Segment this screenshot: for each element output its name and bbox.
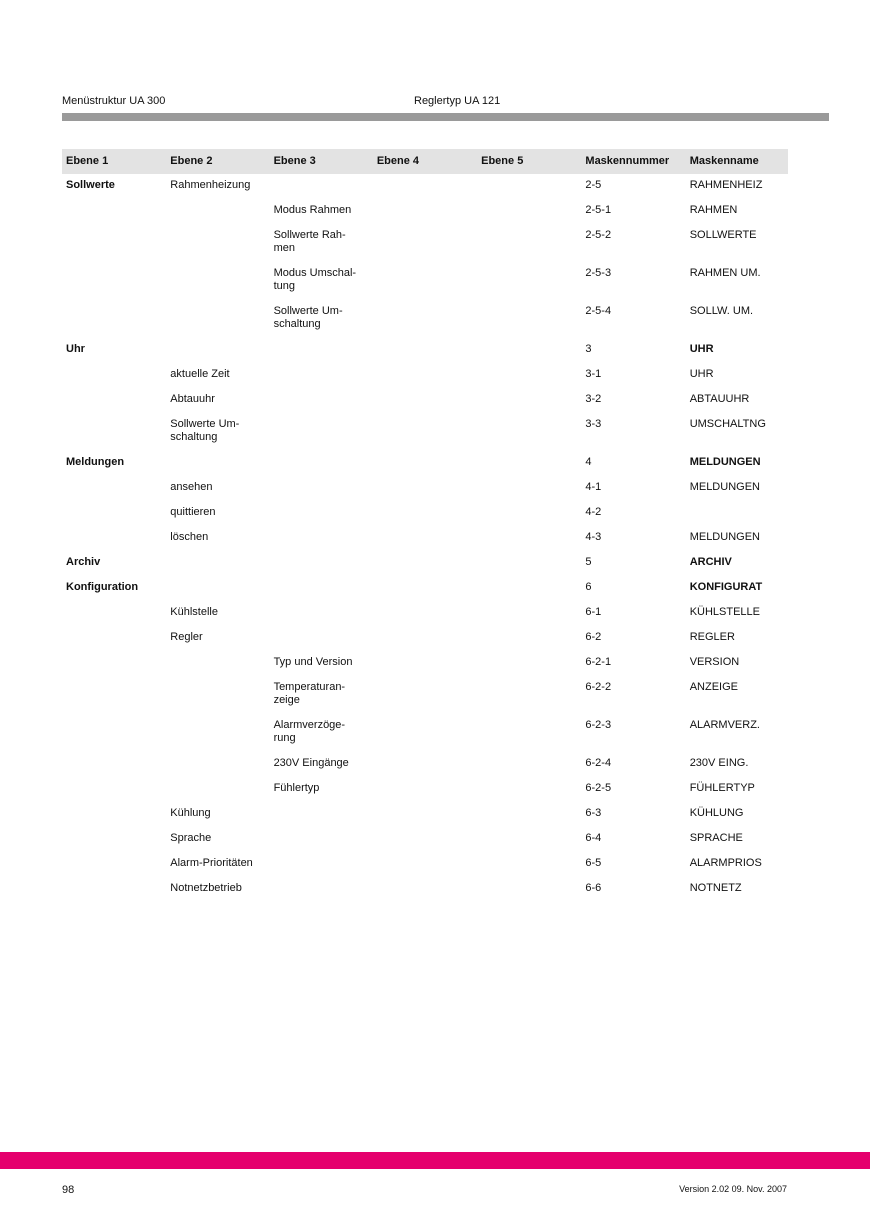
cell-maskenname: RAHMEN UM. (689, 267, 761, 279)
cell-ebene-2 (166, 451, 269, 476)
cell-ebene-2 (166, 714, 269, 752)
cell-maskennummer: 6-2 (585, 631, 602, 643)
cell-ebene-1 (62, 413, 166, 451)
cell-ebene-1: Uhr (66, 343, 85, 355)
table-row (62, 852, 788, 877)
cell-maskennummer: 4-1 (585, 481, 602, 493)
cell-ebene-1 (62, 363, 166, 388)
table-row (62, 199, 788, 224)
cell-ebene-3 (270, 388, 373, 413)
cell-maskenname: MELDUNGEN (689, 456, 761, 468)
cell-ebene-5 (477, 626, 581, 651)
cell-ebene-3 (270, 877, 373, 902)
cell-ebene-5 (477, 852, 581, 877)
cell-ebene-5 (477, 476, 581, 501)
table-row (62, 262, 788, 300)
cell-ebene-2: Kühlstelle (170, 606, 218, 618)
cell-maskennummer: 6-2-2 (585, 681, 612, 693)
table-row (62, 802, 788, 827)
cell-ebene-2: Sollwerte Um- schaltung (170, 418, 240, 443)
cell-ebene-5 (477, 388, 581, 413)
cell-ebene-5 (477, 714, 581, 752)
cell-ebene-1 (62, 601, 166, 626)
cell-ebene-2 (166, 224, 269, 262)
cell-maskenname: KÜHLUNG (689, 807, 744, 819)
cell-ebene-4 (373, 752, 477, 777)
cell-ebene-4 (373, 551, 477, 576)
table-row (62, 388, 788, 413)
cell-ebene-5 (477, 338, 581, 363)
cell-ebene-4 (373, 802, 477, 827)
cell-ebene-4 (373, 413, 477, 451)
cell-ebene-5 (477, 601, 581, 626)
cell-ebene-4 (373, 877, 477, 902)
cell-maskenname: MELDUNGEN (689, 481, 760, 493)
cell-ebene-4 (373, 601, 477, 626)
table-header-row (62, 149, 788, 174)
cell-maskennummer: 4-2 (585, 506, 602, 518)
cell-ebene-1 (62, 852, 166, 877)
cell-maskennummer: 3-2 (585, 393, 602, 405)
cell-ebene-2: Abtauuhr (170, 393, 215, 405)
cell-ebene-1 (62, 501, 166, 526)
cell-maskennummer: 6-1 (585, 606, 602, 618)
table-row (62, 476, 788, 501)
cell-ebene-5 (477, 199, 581, 224)
cell-ebene-4 (373, 338, 477, 363)
cell-ebene-3: Fühlertyp (273, 782, 320, 794)
cell-ebene-2 (166, 338, 269, 363)
cell-ebene-1 (62, 626, 166, 651)
cell-ebene-5 (477, 551, 581, 576)
table-row (62, 576, 788, 601)
cell-ebene-3 (270, 827, 373, 852)
cell-maskenname: KÜHLSTELLE (689, 606, 760, 618)
cell-maskenname: RAHMENHEIZ (689, 179, 763, 191)
cell-ebene-3: Sollwerte Um- schaltung (273, 305, 343, 330)
cell-maskenname: KONFIGURAT (689, 581, 763, 593)
cell-maskennummer: 4-3 (585, 531, 602, 543)
cell-ebene-5 (477, 501, 581, 526)
cell-ebene-2 (166, 551, 269, 576)
cell-maskennummer: 6-6 (585, 882, 602, 894)
cell-maskennummer: 2-5-4 (585, 305, 612, 317)
table-row (62, 300, 788, 338)
cell-ebene-5 (477, 651, 581, 676)
cell-ebene-5 (477, 413, 581, 451)
cell-ebene-2 (166, 576, 269, 601)
cell-maskennummer: 6-2-3 (585, 719, 612, 731)
cell-ebene-4 (373, 300, 477, 338)
cell-ebene-3: 230V Eingänge (273, 757, 349, 769)
cell-ebene-3 (270, 626, 373, 651)
cell-maskenname: RAHMEN (689, 204, 738, 216)
cell-ebene-2: Kühlung (170, 807, 211, 819)
cell-ebene-2 (166, 651, 269, 676)
cell-ebene-4 (373, 262, 477, 300)
table-row (62, 626, 788, 651)
cell-ebene-2 (166, 777, 269, 802)
cell-ebene-1 (62, 752, 166, 777)
column-header: Maskennummer (581, 149, 685, 174)
cell-ebene-1 (62, 526, 166, 551)
cell-maskenname: FÜHLERTYP (689, 782, 755, 794)
table-row (62, 676, 788, 714)
cell-ebene-2: ansehen (170, 481, 213, 493)
cell-ebene-2: aktuelle Zeit (170, 368, 230, 380)
cell-maskenname: SOLLW. UM. (689, 305, 754, 317)
header-left-title: Menüstruktur UA 300 (62, 95, 166, 107)
cell-maskenname: 230V EING. (689, 757, 749, 769)
footer-accent-bar (0, 1152, 870, 1169)
cell-ebene-1 (62, 224, 166, 262)
cell-ebene-1 (62, 476, 166, 501)
cell-ebene-4 (373, 451, 477, 476)
cell-maskennummer: 3-3 (585, 418, 602, 430)
cell-ebene-4 (373, 676, 477, 714)
cell-ebene-1: Sollwerte (66, 179, 115, 191)
table-row (62, 174, 788, 199)
cell-ebene-4 (373, 576, 477, 601)
column-header: Ebene 2 (166, 149, 269, 174)
cell-ebene-1: Konfiguration (66, 581, 139, 593)
cell-ebene-3: Temperaturan- zeige (273, 681, 346, 706)
cell-maskenname: ALARMVERZ. (689, 719, 760, 731)
cell-ebene-2: Alarm-Prioritäten (170, 857, 253, 869)
cell-ebene-2: Regler (170, 631, 203, 643)
table-row (62, 777, 788, 802)
cell-ebene-2 (166, 752, 269, 777)
cell-ebene-1 (62, 777, 166, 802)
cell-maskennummer: 3 (585, 343, 592, 355)
cell-maskenname: VERSION (689, 656, 740, 668)
table-body (62, 174, 788, 902)
cell-ebene-1 (62, 651, 166, 676)
cell-maskennummer: 5 (585, 556, 592, 568)
cell-ebene-5 (477, 802, 581, 827)
cell-ebene-1 (62, 802, 166, 827)
cell-ebene-2 (166, 199, 269, 224)
cell-ebene-5 (477, 363, 581, 388)
cell-maskennummer: 6-4 (585, 832, 602, 844)
cell-ebene-3: Modus Umschal- tung (273, 267, 357, 292)
table-row (62, 363, 788, 388)
cell-maskennummer: 2-5 (585, 179, 602, 191)
cell-ebene-3 (270, 576, 373, 601)
cell-maskenname: REGLER (689, 631, 735, 643)
cell-ebene-3: Modus Rahmen (273, 204, 352, 216)
cell-ebene-1: Archiv (66, 556, 101, 568)
version-date: Version 2.02 09. Nov. 2007 (679, 1184, 787, 1194)
cell-ebene-4 (373, 526, 477, 551)
cell-ebene-5 (477, 877, 581, 902)
cell-ebene-5 (477, 526, 581, 551)
cell-maskenname: ABTAUUHR (689, 393, 750, 405)
cell-maskennummer: 2-5-2 (585, 229, 612, 241)
table-row (62, 551, 788, 576)
cell-ebene-5 (477, 676, 581, 714)
cell-ebene-3 (270, 413, 373, 451)
cell-maskenname: UHR (689, 343, 714, 355)
cell-ebene-2 (166, 300, 269, 338)
cell-maskenname: ANZEIGE (689, 681, 738, 693)
cell-maskenname: SPRACHE (689, 832, 743, 844)
column-header: Maskenname (686, 149, 788, 174)
table-row (62, 413, 788, 451)
table-row (62, 877, 788, 902)
cell-ebene-1 (62, 262, 166, 300)
column-header: Ebene 4 (373, 149, 477, 174)
cell-ebene-5 (477, 451, 581, 476)
table-row (62, 526, 788, 551)
cell-ebene-3: Sollwerte Rah- men (273, 229, 346, 254)
cell-ebene-3 (270, 363, 373, 388)
cell-maskenname: ARCHIV (689, 556, 732, 568)
cell-ebene-5 (477, 300, 581, 338)
cell-maskenname: SOLLWERTE (689, 229, 757, 241)
column-header: Ebene 3 (270, 149, 373, 174)
cell-ebene-3 (270, 501, 373, 526)
cell-ebene-1: Meldungen (66, 456, 125, 468)
cell-ebene-2: Sprache (170, 832, 212, 844)
cell-maskennummer: 6-2-1 (585, 656, 612, 668)
cell-ebene-4 (373, 827, 477, 852)
table-row (62, 752, 788, 777)
cell-maskennummer: 6-2-4 (585, 757, 612, 769)
cell-maskenname: UHR (689, 368, 714, 380)
cell-ebene-4 (373, 224, 477, 262)
table-row (62, 714, 788, 752)
cell-ebene-1 (62, 388, 166, 413)
header-divider-bar (62, 113, 829, 121)
cell-ebene-4 (373, 174, 477, 199)
cell-ebene-4 (373, 501, 477, 526)
cell-ebene-4 (373, 199, 477, 224)
table-row (62, 451, 788, 476)
cell-ebene-2: quittieren (170, 506, 216, 518)
cell-ebene-1 (62, 300, 166, 338)
cell-ebene-4 (373, 714, 477, 752)
cell-ebene-4 (373, 777, 477, 802)
cell-ebene-4 (373, 852, 477, 877)
cell-maskenname: UMSCHALTNG (689, 418, 766, 430)
table-row (62, 601, 788, 626)
cell-ebene-5 (477, 174, 581, 199)
menu-structure-table (62, 149, 788, 902)
cell-ebene-4 (373, 363, 477, 388)
cell-ebene-3 (270, 338, 373, 363)
table-row (62, 827, 788, 852)
cell-maskennummer: 3-1 (585, 368, 602, 380)
cell-ebene-5 (477, 576, 581, 601)
cell-ebene-3 (270, 476, 373, 501)
cell-ebene-1 (62, 827, 166, 852)
header-center-title: Reglertyp UA 121 (414, 95, 501, 107)
cell-maskenname (686, 501, 788, 526)
cell-ebene-3: Typ und Version (273, 656, 353, 668)
cell-ebene-5 (477, 262, 581, 300)
cell-ebene-1 (62, 199, 166, 224)
column-header: Ebene 1 (62, 149, 166, 174)
cell-ebene-1 (62, 877, 166, 902)
cell-maskennummer: 6-3 (585, 807, 602, 819)
cell-ebene-2 (166, 676, 269, 714)
cell-ebene-3 (270, 852, 373, 877)
cell-maskenname: NOTNETZ (689, 882, 742, 894)
cell-ebene-2: Rahmenheizung (170, 179, 251, 191)
cell-ebene-1 (62, 676, 166, 714)
cell-maskenname: ALARMPRIOS (689, 857, 762, 869)
cell-ebene-3 (270, 526, 373, 551)
cell-ebene-3 (270, 601, 373, 626)
table-row (62, 224, 788, 262)
cell-maskennummer: 6-5 (585, 857, 602, 869)
table-row (62, 338, 788, 363)
cell-ebene-3 (270, 551, 373, 576)
page-number: 98 (62, 1184, 75, 1196)
cell-maskennummer: 2-5-3 (585, 267, 612, 279)
cell-ebene-1 (62, 714, 166, 752)
cell-ebene-2: löschen (170, 531, 209, 543)
cell-maskennummer: 2-5-1 (585, 204, 612, 216)
cell-ebene-3 (270, 174, 373, 199)
cell-ebene-2 (166, 262, 269, 300)
cell-ebene-4 (373, 626, 477, 651)
cell-ebene-5 (477, 752, 581, 777)
cell-maskennummer: 6-2-5 (585, 782, 612, 794)
cell-maskennummer: 4 (585, 456, 592, 468)
cell-ebene-5 (477, 827, 581, 852)
cell-ebene-4 (373, 476, 477, 501)
cell-maskennummer: 6 (585, 581, 592, 593)
cell-ebene-4 (373, 651, 477, 676)
cell-ebene-3 (270, 451, 373, 476)
table-row (62, 651, 788, 676)
cell-ebene-4 (373, 388, 477, 413)
cell-maskenname: MELDUNGEN (689, 531, 760, 543)
cell-ebene-3: Alarmverzöge- rung (273, 719, 346, 744)
cell-ebene-2: Notnetzbetrieb (170, 882, 242, 894)
table-row (62, 501, 788, 526)
column-header: Ebene 5 (477, 149, 581, 174)
cell-ebene-5 (477, 224, 581, 262)
cell-ebene-5 (477, 777, 581, 802)
cell-ebene-3 (270, 802, 373, 827)
